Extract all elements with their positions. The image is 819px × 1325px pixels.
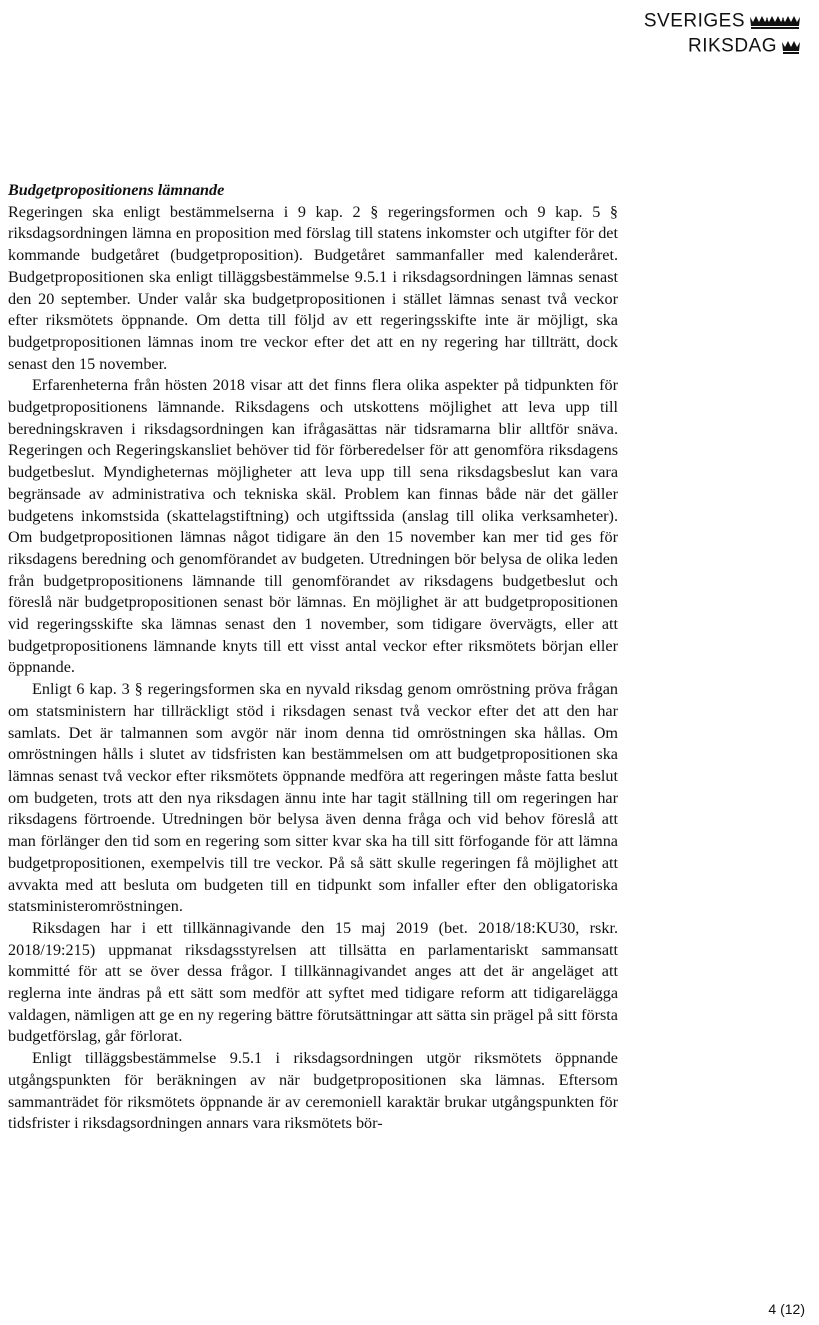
paragraph-1: Regeringen ska enligt bestämmelserna i 9 kap. 2 § regeringsformen och 9 kap. 5 § riksdagsordningen lämna en proposition med förslag till statens inkomster och utgifter för det kommande budgetåret (budgetproposition). Budgetåret sammanfaller med kalenderåret. Budgetpropositionen ska enligt tilläggsbestämmelse 9.5.1 i riksdagsordningen lämnas senast den 20 september. Under valår ska budgetpropositionen i stället lämnas senast två veckor efter riksmötets öppnande. Om detta till följd av ett regeringsskifte inte är möjligt, ska budgetpropositionen lämnas inom tre veckor efter det att en ny regering har tillträtt, dock senast den 15 november. [8, 202, 618, 373]
paragraph-5: Enligt tilläggsbestämmelse 9.5.1 i riksdagsordningen utgör riksmötets öppnande utgångspunkten för beräkningen av när budgetpropositionen ska lämnas. Eftersom sammanträdet för riksmötets öppnande är av ceremoniell karaktär brukar utgångspunkten för tidsfrister i riksdagsordningen annars vara riksmötets bör- [8, 1049, 618, 1133]
logo-text-sveriges: SVERIGES [643, 10, 745, 32]
riksdag-logo [611, 8, 801, 59]
crown-icon [781, 37, 801, 55]
paragraph-4: Riksdagen har i ett tillkännagivande den 15 maj 2019 (bet. 2018/18:KU30, rskr. 2018/19:215) uppmanat riksdagsstyrelsen att tillsätta en parlamentariskt sammansatt kommitté för att se över dessa frågor. I tillkännagivandet anges att det är angeläget att reglerna inte ändras på ett sätt som medför att syftet med tidigare reform att tidigarelägga valdagen, nämligen att ge en ny regering bättre förutsättningar att sätta sin prägel på sitt första budgetförslag, går förlorat. [8, 918, 618, 1046]
paragraph-3: Enligt 6 kap. 3 § regeringsformen ska en nyvald riksdag genom omröstning pröva frågan om statsministern har tillräckligt stöd i riksdagen senast två veckor efter det att den har samlats. Det är talmannen som avgör när inom denna tid omröstningen ska hållas. Om omröstningen hålls i slutet av tidsfristen kan bestämmelsen om att budgetpropositionen ska lämnas senast två veckor efter riksmötets öppnande medföra att regeringen måste fatta beslut om budgeten, trots att den nya riksdagen ännu inte har tagit ställning till om regeringen har riksdagens förtroende. Utredningen bör belysa även denna fråga och vid behov föreslå att man förlänger den tid som en regering som sitter kvar ska ha till sitt förfogande för att lämna budgetpropositionen, exempelvis till tre veckor. På så sätt skulle regeringen få möjlighet att avvakta med att besluta om budgeten till en tidpunkt som infaller efter den obligatoriska statsministeromröstningen. [8, 680, 618, 916]
section-heading: Budgetpropositionens lämnande [8, 181, 225, 199]
document-body [8, 180, 618, 1135]
logo-line-1 [611, 8, 801, 33]
logo-line-2 [611, 33, 801, 58]
page-number: 4 (12) [768, 1301, 805, 1317]
logo-text-riksdag: RIKSDAG [687, 35, 777, 57]
crown-icon [749, 12, 801, 30]
paragraph-2: Erfarenheterna från hösten 2018 visar att det finns flera olika aspekter på tidpunkten för budgetpropositionens lämnande. Riksdagens och utskottens möjlighet att leva upp till beredningskraven i riksdagsordningen kan ifrågasättas när tidsramarna blir alltför snäva. Regeringen och Regeringskansliet behöver tid för förberedelser för att genomföra riksdagens budgetbeslut. Myndigheternas möjligheter att leva upp till sena riksdagsbeslut kan vara begränsade av administrativa och tekniska skäl. Problem kan finnas både när det gäller budgetens inkomstsida (skattelagstiftning) och utgiftssida (anslag till olika verksamheter). Om budgetpropositionen lämnas något tidigare än den 15 november kan mer tid ges för riksdagens beredning och genomförandet av budgeten. Utredningen bör belysa de olika leden från budgetpropositionens lämnande till genomförandet av riksdagens budgetbeslut och föreslå när budgetpropositionen senast bör lämnas. En möjlighet är att budgetpropositionen vid regeringsskifte ska lämnas senast den 1 november, som tidigare övervägts, eller att budgetpropositionens lämnande knyts till ett visst antal veckor efter riksmötets början eller öppnande. [8, 376, 618, 677]
